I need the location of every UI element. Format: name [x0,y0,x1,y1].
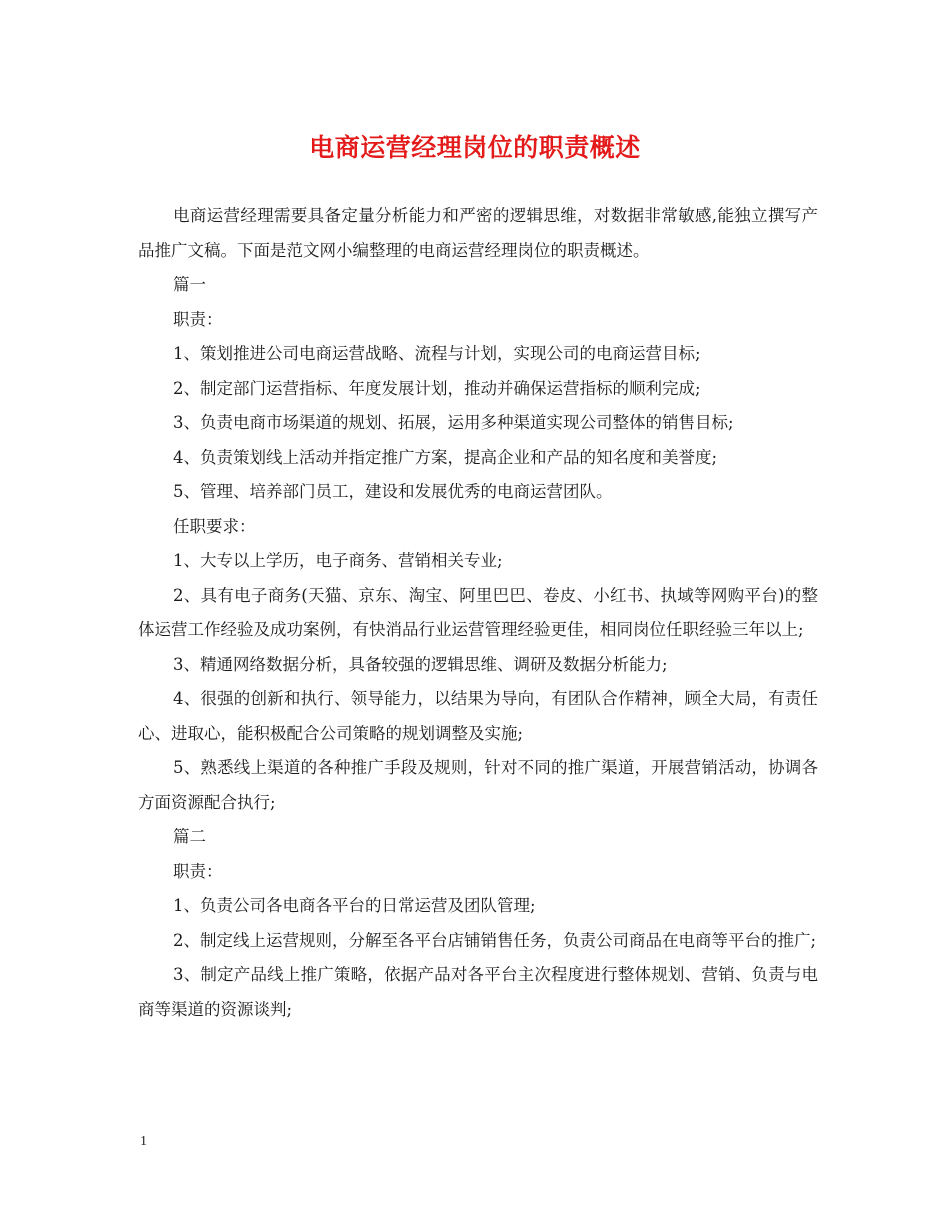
page-number: 1 [140,1134,147,1149]
document-body [138,199,818,1027]
section-heading-part-two: 篇二 [173,827,206,846]
section-heading-part-one: 篇一 [173,275,206,294]
duty-item: 1、负责公司各电商各平台的日常运营及团队管理; [173,896,536,915]
duty-item: 2、制定线上运营规则，分解至各平台店铺销售任务，负责公司商品在电商等平台的推广; [173,930,817,950]
duty-item: 4、负责策划线上活动并指定推广方案，提高企业和产品的知名度和美誉度; [173,447,718,467]
duty-item: 1、策划推进公司电商运营战略、流程与计划，实现公司的电商运营目标; [173,344,701,363]
duty-item: 5、管理、培养部门员工，建设和发展优秀的电商运营团队。 [173,482,613,501]
document-title: 电商运营经理岗位的职责概述 [309,133,641,162]
duty-item: 3、制定产品线上推广策略，依据产品对各平台主次程度进行整体规划、营销、负责与电商等渠道的资源谈判; [138,965,818,1019]
requirement-item: 5、熟悉线上渠道的各种推广手段及规则，针对不同的推广渠道，开展营销活动，协调各方面资源配合执行; [138,758,818,812]
duty-item: 2、制定部门运营指标、年度发展计划，推动并确保运营指标的顺利完成; [173,378,701,398]
intro-paragraph: 电商运营经理需要具备定量分析能力和严密的逻辑思维，对数据非常敏感,能独立撰写产品推广文稿。下面是范文网小编整理的电商运营经理岗位的职责概述。 [138,206,818,260]
requirement-item: 1、大专以上学历，电子商务、营销相关专业; [173,551,503,570]
requirement-item: 3、精通网络数据分析，具备较强的逻辑思维、调研及数据分析能力; [173,654,668,674]
duties-heading: 职责： [173,309,223,329]
requirements-heading: 任职要求： [173,516,256,536]
requirement-item: 4、很强的创新和执行、领导能力，以结果为导向，有团队合作精神，顾全大局，有责任心、进取心，能积极配合公司策略的规划调整及实施; [138,689,818,743]
requirement-item: 2、具有电子商务(天猫、京东、淘宝、阿里巴巴、卷皮、小红书、执域等网购平台)的整体运营工作经验及成功案例，有快消品行业运营管理经验更佳，相同岗位任职经验三年以上; [138,585,818,639]
duties-heading: 职责： [173,861,223,881]
duty-item: 3、负责电商市场渠道的规划、拓展，运用多种渠道实现公司整体的销售目标; [173,413,734,432]
